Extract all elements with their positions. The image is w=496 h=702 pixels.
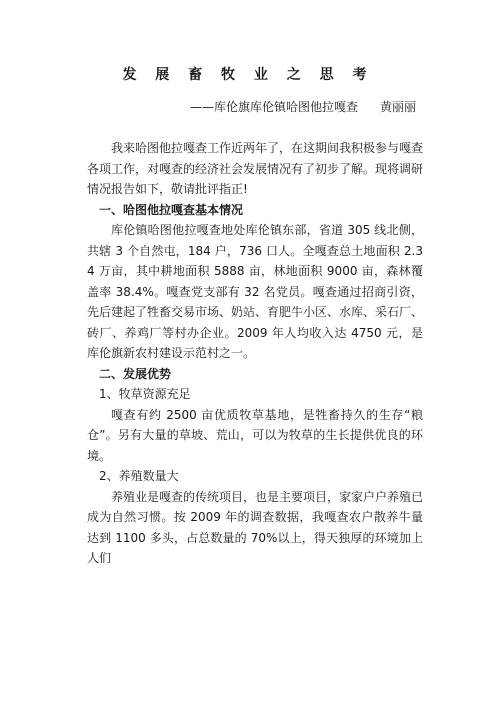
section-heading-basic-info: 一、哈图他拉嘎查基本情况 xyxy=(99,202,244,217)
intro-paragraph: 我来哈图他拉嘎查工作近两年了，在这期间我积极参与嘎查各项工作，对嘎查的经济社会发展情况有了初步了解。现将调研情况报告如下，敬请批评指正! xyxy=(87,141,424,196)
subtitle-organization: ——库伦旗库伦镇哈图他拉嘎查 xyxy=(190,100,359,114)
document-title: 发 展 畜 牧 业 之 思 考 xyxy=(122,67,374,83)
subheading-breeding-quantity: 2、养殖数量大 xyxy=(99,469,179,483)
basic-info-paragraph: 库伦镇哈图他拉嘎查地处库伦镇东部，省道 305 线北侧，共辖 3 个自然屯，184 户，736 口人。全嘎查总土地面积 2.34 万亩，其中耕地面积 5888 亩，林地面积 9000 亩，森林覆盖率 38.4%。嘎查党支部有 32 名党员。嘎查通过招商引资，先后建起了牲畜交易市场、奶站、育肥牛小区、水库、采石厂、砖厂、养鸡厂等村办企业。2009 年人均收入达 4750 元，是库伦旗新农村建设示范村之一。 xyxy=(87,223,424,360)
document-body xyxy=(87,138,423,569)
breeding-quantity-paragraph: 养殖业是嘎查的传统项目，也是主要项目，家家户户养殖已成为自然习惯。按 2009 年的调查数据，我嘎查农户散养牛量达到 1100 多头，占总数量的 70%以上，得天独厚的环境加上人们 xyxy=(87,489,424,565)
forage-resources-paragraph: 嘎查有约 2500 亩优质牧草基地，是牲畜持久的生存“粮仓”。另有大量的草坡、荒山，可以为牧草的生长提供优良的环境。 xyxy=(87,407,423,463)
document-subtitle xyxy=(190,98,416,115)
section-heading-advantages: 二、发展优势 xyxy=(99,366,172,381)
subtitle-author: 黄丽丽 xyxy=(380,100,417,114)
subheading-forage-resources: 1、牧草资源充足 xyxy=(99,387,191,401)
